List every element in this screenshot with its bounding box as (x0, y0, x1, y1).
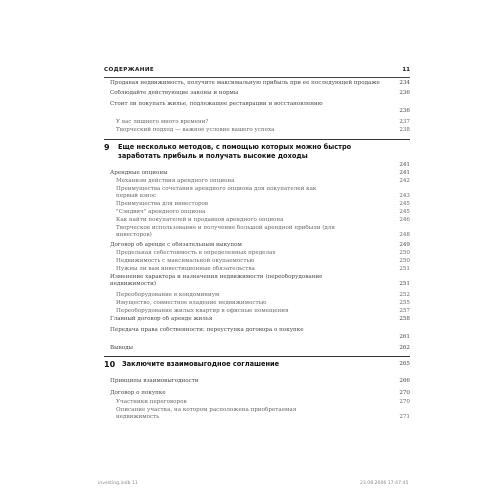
toc-entry (110, 90, 410, 97)
toc-entry (110, 316, 410, 323)
header-page-number: 11 (402, 67, 410, 73)
header-title: СОДЕРЖАНИЕ (104, 67, 155, 73)
toc-entry (110, 170, 410, 177)
toc-entry-page: 238 (399, 127, 410, 133)
chapter-divider (104, 139, 410, 140)
toc-entry-page: 245 (399, 209, 410, 215)
toc-entry-text: У вас лишнего много времени? (116, 119, 209, 125)
toc-entry (116, 399, 410, 406)
toc-entry (116, 266, 410, 273)
toc-entry-page: 270 (399, 399, 410, 405)
toc-entry (116, 300, 410, 307)
toc-entry-text: Продавая недвижимость, получите максимальную прибыль при ее последующей продаже (110, 80, 380, 86)
toc-entry (110, 327, 410, 341)
toc-entry (116, 308, 410, 315)
toc-entry (110, 274, 410, 288)
toc-entry (116, 250, 410, 257)
toc-entry-text: Арендные опционы (110, 170, 168, 176)
toc-entry-text: Описание участка, на котором расположена приобретаемая недвижимость (116, 407, 297, 420)
toc-entry (110, 378, 410, 385)
chapter-title: Еще несколько методов, с помощью которых можно быстро заработать прибыль и получать высокие доходы (118, 143, 352, 160)
toc-entry-page: 246 (399, 217, 410, 223)
toc-entry-text: Стоит ли покупать жилье, подлежащее реставрации и восстановлению (110, 101, 323, 107)
toc-entry-text: "Сэндвич" арендного опциона (116, 209, 206, 215)
toc-entry-text: Как найти покупателей и продавцов арендного опциона (116, 217, 284, 223)
toc-entry-page: 236 (399, 108, 410, 114)
toc-entry (116, 258, 410, 265)
toc-entry-text: Участники переговоров (116, 399, 187, 405)
toc-entry (110, 345, 410, 352)
toc-entry-text: Преимущества сочетания арендного опциона для покупателей как первый взнос (116, 186, 317, 199)
toc-entry-page: 262 (399, 345, 410, 351)
toc-entry-page: 234 (399, 80, 410, 86)
toc-entry-page: 242 (399, 178, 410, 184)
toc-entry-page: 243 (399, 193, 410, 199)
toc-entry-text: Передача права собственности: переуступка договора о покупке (110, 327, 304, 333)
toc-entry (110, 101, 410, 115)
toc-entry-page: 249 (399, 242, 410, 248)
toc-entry-text: Преимущества для инвесторов (116, 201, 209, 207)
toc-entry-page: 258 (399, 316, 410, 322)
toc-entry-text: Переоборудование в кондоминиум (116, 292, 220, 298)
footer-left: investing.indb 11 (98, 481, 138, 486)
chapter-page: 265 (399, 361, 410, 367)
toc-entry-page: 241 (399, 170, 410, 176)
toc-entry-page: 248 (399, 232, 410, 238)
toc-entry-text: Договор о покупке (110, 390, 166, 396)
toc-entry-text: Творческое использование и получение большой арендной прибыли (для инвесторов) (116, 225, 335, 238)
toc-entry-text: Творческий подход — важное условие вашего успеха (116, 127, 275, 133)
toc-entry-text: Выводы (110, 345, 133, 351)
toc-entry-text: Принципы взаимовыгодности (110, 378, 199, 384)
toc-entry-text: Недвижимость с максимальной окупаемостью (116, 258, 255, 264)
toc-entry-text: Договор об аренде с обязательным выкупом (110, 242, 242, 248)
chapter-page: 241 (399, 162, 410, 168)
toc-entry-page: 251 (399, 266, 410, 272)
toc-entry (116, 186, 410, 200)
toc-entry (116, 292, 410, 299)
toc-entry (116, 119, 410, 126)
toc-entry (116, 178, 410, 185)
toc-entry (116, 209, 410, 216)
toc-entry (116, 127, 410, 134)
toc-entry-page: 237 (399, 119, 410, 125)
toc-entry-page: 245 (399, 201, 410, 207)
toc-entry-page: 266 (399, 378, 410, 384)
toc-entry-page: 250 (399, 250, 410, 256)
toc-entry-page: 255 (399, 300, 410, 306)
toc-entry (110, 390, 410, 397)
toc-entry (110, 242, 410, 249)
toc-entry-page: 250 (399, 258, 410, 264)
toc-entry-page: 257 (399, 308, 410, 314)
chapter-number: 10 (104, 360, 116, 369)
toc-entry (116, 407, 410, 421)
toc-entry-text: Нужны ли вам инвестиционные обязательства (116, 266, 255, 272)
toc-entry-text: Имущество, совместное владение недвижимостью (116, 300, 267, 306)
chapter-heading (104, 143, 410, 171)
toc-entry (110, 80, 410, 87)
toc-entry-text: Предельная себестоимость в определенных пределах (116, 250, 276, 256)
toc-entry-page: 270 (399, 390, 410, 396)
toc-entry (116, 217, 410, 224)
toc-entry (116, 201, 410, 208)
toc-entry (116, 225, 410, 239)
toc-entry-text: Изменение характера и назначения недвижимости (переоборудование недвижимости) (110, 274, 323, 287)
toc-entry-text: Механизм действия арендного опциона (116, 178, 235, 184)
toc-entry-text: Соблюдайте действующие законы и нормы (110, 90, 239, 96)
toc-entry-text: Переоборудование жилых квартир в офисные помещения (116, 308, 289, 314)
toc-entry-page: 236 (399, 90, 410, 96)
toc-entry-page: 251 (399, 281, 410, 287)
chapter-title: Заключите взаимовыгодное соглашение (122, 360, 280, 368)
toc-entry-page: 252 (399, 292, 410, 298)
footer-right: 23.08.2006 17:47:45 (360, 481, 409, 486)
toc-entry-text: Главный договор об аренде жилья (110, 316, 213, 322)
chapter-divider (104, 356, 410, 357)
chapter-number: 9 (104, 143, 110, 152)
toc-entry-page: 271 (399, 414, 410, 420)
toc-entry-page: 261 (399, 334, 410, 340)
chapter-heading (104, 360, 410, 370)
